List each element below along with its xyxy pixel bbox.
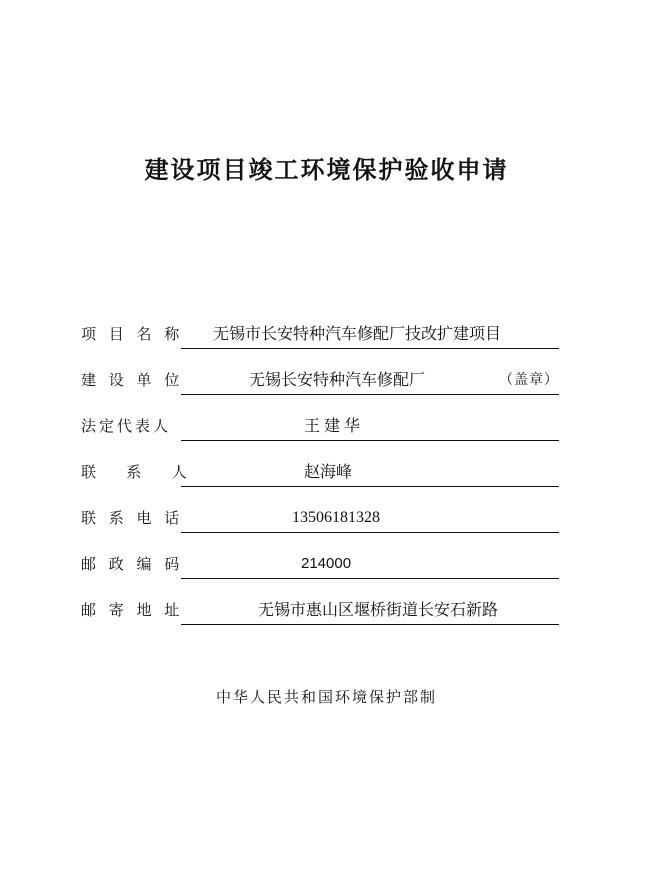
field-value: 王建华 — [304, 416, 365, 435]
field-construction-unit — [81, 369, 559, 395]
seal-note: （盖章） — [499, 372, 559, 388]
field-label: 法定代表人 — [81, 417, 172, 435]
field-label: 联 系 人 — [81, 463, 191, 481]
field-value: 无锡市长安特种汽车修配厂技改扩建项目 — [213, 324, 502, 343]
field-value: 214000 — [301, 555, 352, 572]
document-title: 建设项目竣工环境保护验收申请 — [144, 156, 509, 184]
field-label: 邮 政 编 码 — [81, 555, 184, 573]
field-value: 赵海峰 — [304, 462, 353, 481]
field-project-name — [81, 323, 559, 349]
underline — [181, 440, 559, 441]
field-postal-code — [81, 553, 559, 579]
underline — [181, 532, 559, 533]
issuing-authority: 中华人民共和国环境保护部制 — [215, 688, 437, 706]
field-label: 项 目 名 称 — [81, 325, 184, 343]
field-mailing-address — [81, 599, 559, 625]
field-legal-representative — [81, 415, 559, 441]
underline — [181, 486, 559, 487]
underline — [181, 624, 559, 625]
field-value: 无锡长安特种汽车修配厂 — [249, 370, 426, 389]
field-value: 无锡市惠山区堰桥街道长安石新路 — [258, 600, 499, 619]
field-value: 13506181328 — [292, 509, 380, 526]
underline — [181, 348, 559, 349]
underline — [181, 394, 559, 395]
field-label: 建 设 单 位 — [81, 371, 184, 389]
field-contact-person — [81, 461, 559, 487]
field-label: 邮 寄 地 址 — [81, 601, 184, 619]
underline — [181, 578, 559, 579]
field-label: 联 系 电 话 — [81, 509, 184, 527]
field-contact-phone — [81, 507, 559, 533]
